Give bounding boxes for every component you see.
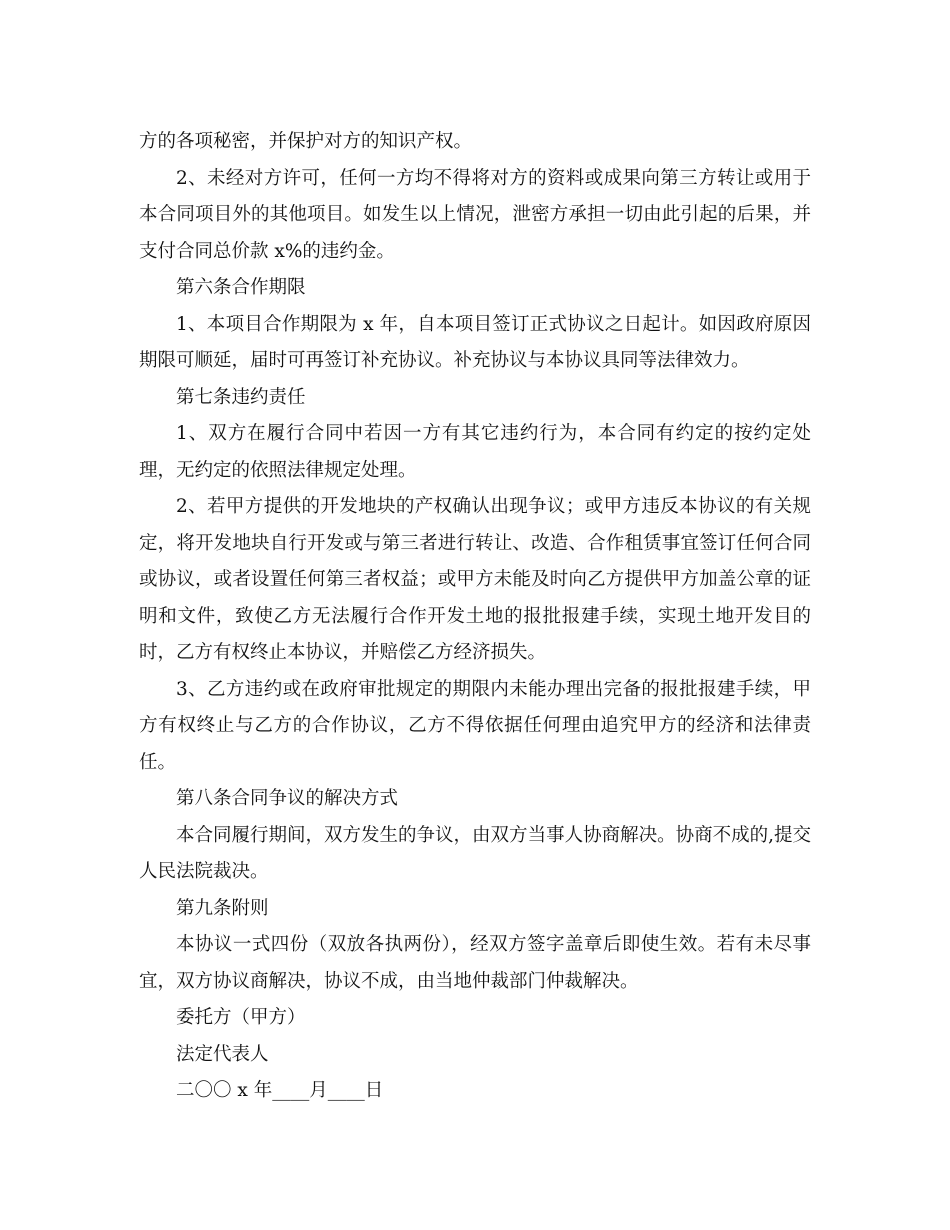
paragraph-article-9-body: 本协议一式四份（双放各执两份），经双方签字盖章后即使生效。若有未尽事宜，双方协议商解决，协议不成，由当地仲裁部门仲裁解决。	[139, 934, 811, 992]
paragraph-clause-7-2: 2、若甲方提供的开发地块的产权确认出现争议；或甲方违反本协议的有关规定，将开发地块自行开发或与第三者进行转让、改造、合作租赁事宜签订任何合同或协议，或者设置任何第三者权益；或甲方未能及时向乙方提供甲方加盖公章的证明和文件，致使乙方无法履行合作开发土地的报批报建手续，实现土地开发目的时，乙方有权终止本协议，并赔偿乙方经济损失。	[139, 496, 811, 663]
signature-party-a: 委托方（甲方）	[176, 1007, 306, 1028]
heading-article-7: 第七条违约责任	[176, 386, 306, 408]
heading-article-8: 第八条合同争议的解决方式	[176, 788, 399, 809]
signature-legal-representative: 法定代表人	[176, 1043, 269, 1065]
paragraph-confidentiality-end: 方的各项秘密，并保护对方的知识产权。	[139, 131, 473, 152]
paragraph-article-8-body: 本合同履行期间，双方发生的争议，由双方当事人协商解决。协商不成的,提交人民法院裁决。	[139, 824, 811, 882]
signature-date: 二〇〇 x 年____月____日	[176, 1080, 384, 1101]
heading-article-9: 第九条附则	[176, 897, 269, 919]
paragraph-clause-5-2: 2、未经对方许可，任何一方均不得将对方的资料或成果向第三方转让或用于本合同项目外的其他项目。如发生以上情况，泄密方承担一切由此引起的后果，并支付合同总价款 x%的违约金。	[139, 167, 811, 262]
paragraph-clause-7-1: 1、双方在履行合同中若因一方有其它违约行为，本合同有约定的按约定处理，无约定的依照法律规定处理。	[139, 423, 811, 481]
heading-article-6: 第六条合作期限	[176, 277, 306, 298]
paragraph-clause-6-1: 1、本项目合作期限为 x 年，自本项目签订正式协议之日起计。如因政府原因期限可顺延，届时可再签订补充协议。补充协议与本协议具同等法律效力。	[139, 313, 811, 371]
document-body	[139, 124, 811, 1110]
paragraph-clause-7-3: 3、乙方违约或在政府审批规定的期限内未能办理出完备的报批报建手续，甲方有权终止与乙方的合作协议，乙方不得依据任何理由追究甲方的经济和法律责任。	[139, 678, 811, 773]
